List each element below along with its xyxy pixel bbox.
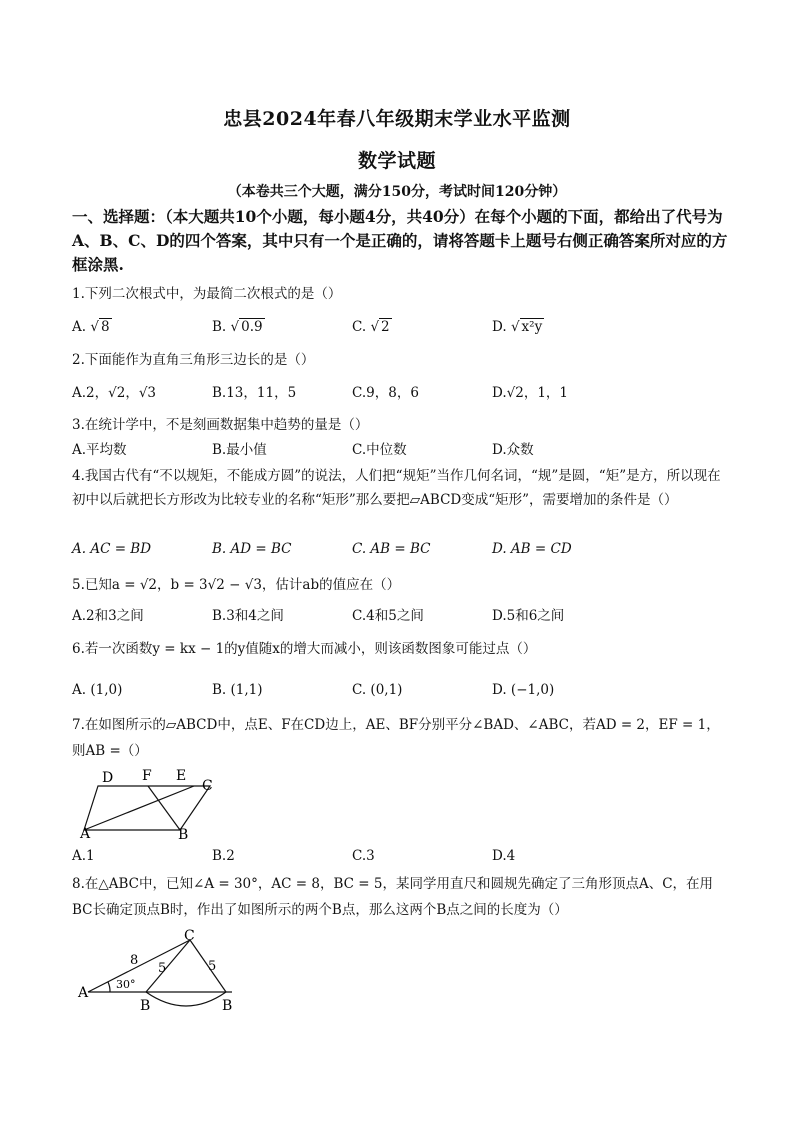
option-b: B.2 [212,848,235,864]
option-a: A.平均数 [72,442,127,458]
length-label-bc2: 5 [208,959,217,974]
option-c: C.中位数 [352,442,407,458]
option-b: B. AD = BC [212,541,292,557]
question-3-stem: 3.在统计学中，不是刻画数据集中趋势的量是（） [72,417,369,433]
point-label-b: B [178,827,189,843]
radical: √ x²y [510,319,543,335]
question-7-options [72,845,732,867]
radical: √ 2 [370,319,390,335]
point-label-f: F [142,768,152,784]
angle-label: 30° [116,978,136,991]
option-c: C.3 [352,848,375,864]
parallelogram-abcd [84,786,210,830]
point-label-a: A [80,826,91,842]
question-7-stem: 7.在如图所示的▱ABCD中，点E、F在CD边上，AE、BF分别平分∠BAD、∠ABC，若AD = 2，EF = 1，则AB =（） [72,717,720,759]
question-3-options [72,439,732,461]
option-d: D.众数 [492,442,534,458]
option-a: A. (1,0) [72,682,123,698]
question-1-options [72,316,732,338]
exam-title: 忠县2024年春八年级期末学业水平监测 [223,108,571,130]
point-label-d: D [102,770,114,786]
exam-subtitle: 数学试题 [357,150,436,172]
question-2-stem: 2.下面能作为直角三角形三边长的是（） [72,352,315,368]
option-a: A.1 [72,848,95,864]
option-a: A.2，√2，√3 [72,385,157,401]
question-6-options [72,679,732,701]
option-c: C. AB = BC [352,541,431,557]
question-4-stem: 4.我国古代有“不以规矩，不能成方圆”的说法，人们把“规矩”当作几何名词，“规”是圆，“矩”是方，所以现在初中以后就把长方形改为比较专业的名称“矩形”那么要把▱ABCD变成“矩形”，需要增加的条件是（） [72,468,721,508]
question-5-stem: 5.已知a = √2，b = 3√2 − √3，估计ab的值应在（） [72,577,401,593]
radical: √ 8 [90,319,110,335]
option-d: D.5和6之间 [492,608,565,624]
question-4-options [72,538,732,560]
question-2-options [72,382,732,404]
compass-arc [146,992,226,1006]
point-label-c: C [184,928,195,944]
radicand: 0.9 [241,319,263,335]
option-a: A. AC = BD [72,541,152,557]
option-d: D. (−1,0) [492,682,555,698]
question-1-stem: 1.下列二次根式中，为最简二次根式的是（） [72,286,342,302]
radicand: x²y [521,319,543,335]
point-label-b1: B [140,998,151,1014]
radicand: 2 [381,319,390,335]
question-5-options [72,605,732,627]
point-label-e: E [176,768,187,784]
question-6-stem: 6.若一次函数y = kx − 1的y值随x的增大而减小，则该函数图象可能过点（） [72,641,537,657]
option-c [352,316,392,338]
radicand: 8 [100,319,110,335]
option-c: C.4和5之间 [352,608,424,624]
option-b: B.13，11，5 [212,385,297,401]
radical: √ 0.9 [230,319,263,335]
option-c: C.9，8，6 [352,385,419,401]
option-d [492,316,544,338]
angle-arc [108,982,110,992]
option-b: B.3和4之间 [212,608,284,624]
point-label-b2: B [222,998,233,1014]
parallelogram-figure [72,764,232,844]
segment-bf [148,786,180,830]
segment-ac [88,940,190,992]
segment-ae [84,786,194,830]
length-label-ac: 8 [130,953,139,968]
triangle-figure [72,928,252,1018]
option-d: D.4 [492,848,516,864]
section-heading: 一、选择题：（本大题共10个小题，每小题4分，共40分）在每个小题的下面，都给出了代号为A、B、C、D的四个答案，其中只有一个是正确的，请将答题卡上题号右侧正确答案所对应的方框涂黑. [72,207,728,274]
point-label-c: C [202,778,213,794]
option-a: A.2和3之间 [72,608,144,624]
point-label-a: A [78,985,89,1001]
exam-note: （本卷共三个大题，满分150分，考试时间120分钟） [227,184,567,200]
segment-cb1 [146,940,190,992]
option-b: B.最小值 [212,442,267,458]
option-b: B. (1,1) [212,682,263,698]
option-b [212,316,265,338]
option-label: A. [72,319,87,335]
option-a [72,316,112,338]
option-d: D. AB = CD [492,541,572,557]
option-d: D.√2，1，1 [492,385,569,401]
length-label-bc1: 5 [158,961,167,976]
option-label: D. [492,319,507,335]
option-label: C. [352,319,367,335]
option-label: B. [212,319,227,335]
option-c: C. (0,1) [352,682,403,698]
question-8-stem: 8.在△ABC中，已知∠A = 30°，AC = 8，BC = 5，某同学用直尺和圆规先确定了三角形顶点A、C，在用BC长确定顶点B时，作出了如图所示的两个B点，那么这两个B点之间的长度为（） [72,876,714,918]
